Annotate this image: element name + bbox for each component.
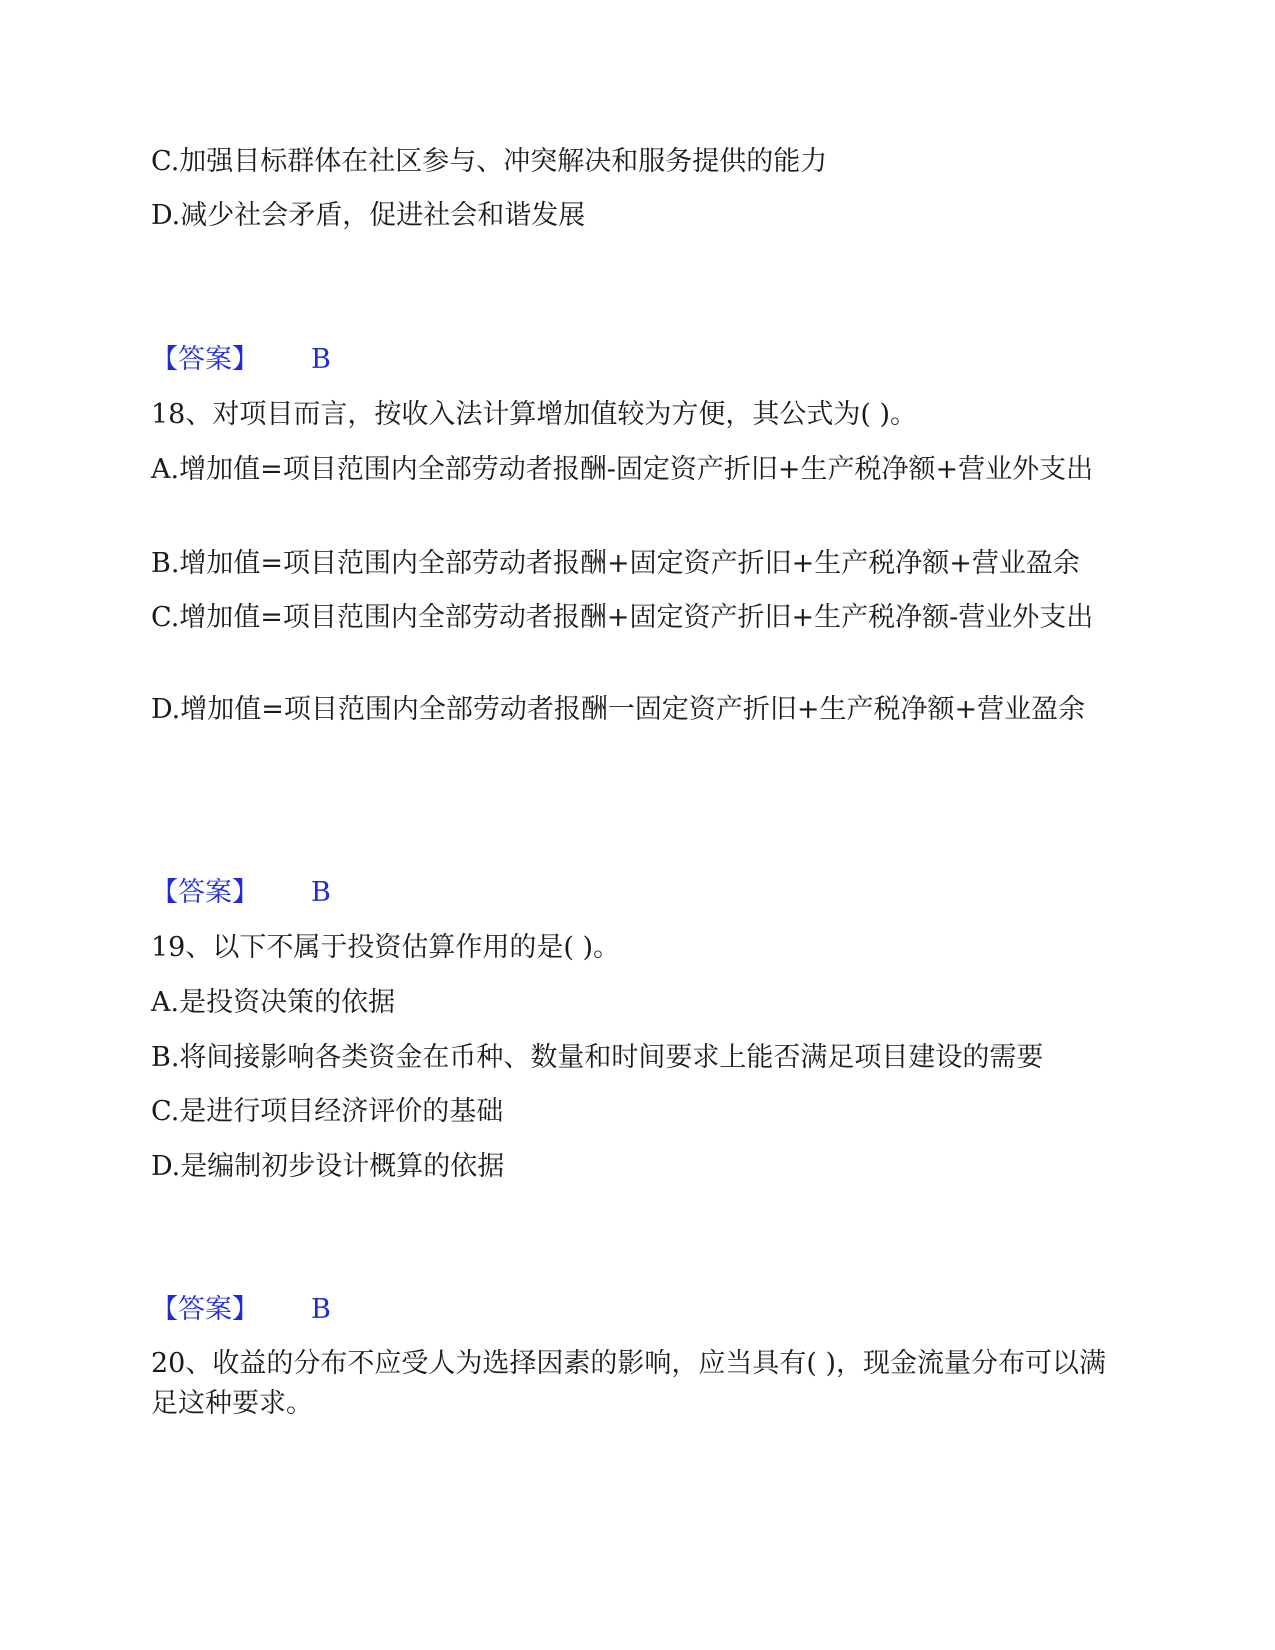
answer-label: 【答案】 [151,344,259,375]
q19-answer [151,1290,331,1330]
answer-label: 【答案】 [151,1294,259,1325]
q19-option-b: B.将间接影响各类资金在币种、数量和时间要求上能否满足项目建设的需要 [151,1042,1044,1073]
answer-value: B [311,1294,331,1325]
q17-option-c: C.加强目标群体在社区参与、冲突解决和服务提供的能力 [151,146,828,177]
q19-option-a: A.是投资决策的依据 [151,987,396,1018]
q18-question: 18、对项目而言，按收入法计算增加值较为方便，其公式为( )。 [151,399,918,430]
answer-value: B [311,344,331,375]
answer-label: 【答案】 [151,877,259,908]
q19-question: 19、以下不属于投资估算作用的是( )。 [151,932,621,963]
q20-question: 20、收益的分布不应受人为选择因素的影响，应当具有( )，现金流量分布可以满足这种要求。 [151,1348,1107,1419]
q19-option-c: C.是进行项目经济评价的基础 [151,1096,504,1127]
q19-option-d: D.是编制初步设计概算的依据 [151,1151,505,1182]
q17-answer [151,340,331,380]
q17-option-d: D.减少社会矛盾，促进社会和谐发展 [151,200,586,231]
answer-value: B [311,877,331,908]
q18-option-b: B.增加值=项目范围内全部劳动者报酬+固定资产折旧+生产税净额+营业盈余 [151,548,1080,579]
q18-answer [151,873,331,913]
q18-option-a: A.增加值=项目范围内全部劳动者报酬-固定资产折旧+生产税净额+营业外支出 [151,454,1094,485]
q18-option-d: D.增加值=项目范围内全部劳动者报酬一固定资产折旧+生产税净额+营业盈余 [151,694,1086,725]
q18-option-c: C.增加值=项目范围内全部劳动者报酬+固定资产折旧+生产税净额-营业外支出 [151,602,1094,633]
